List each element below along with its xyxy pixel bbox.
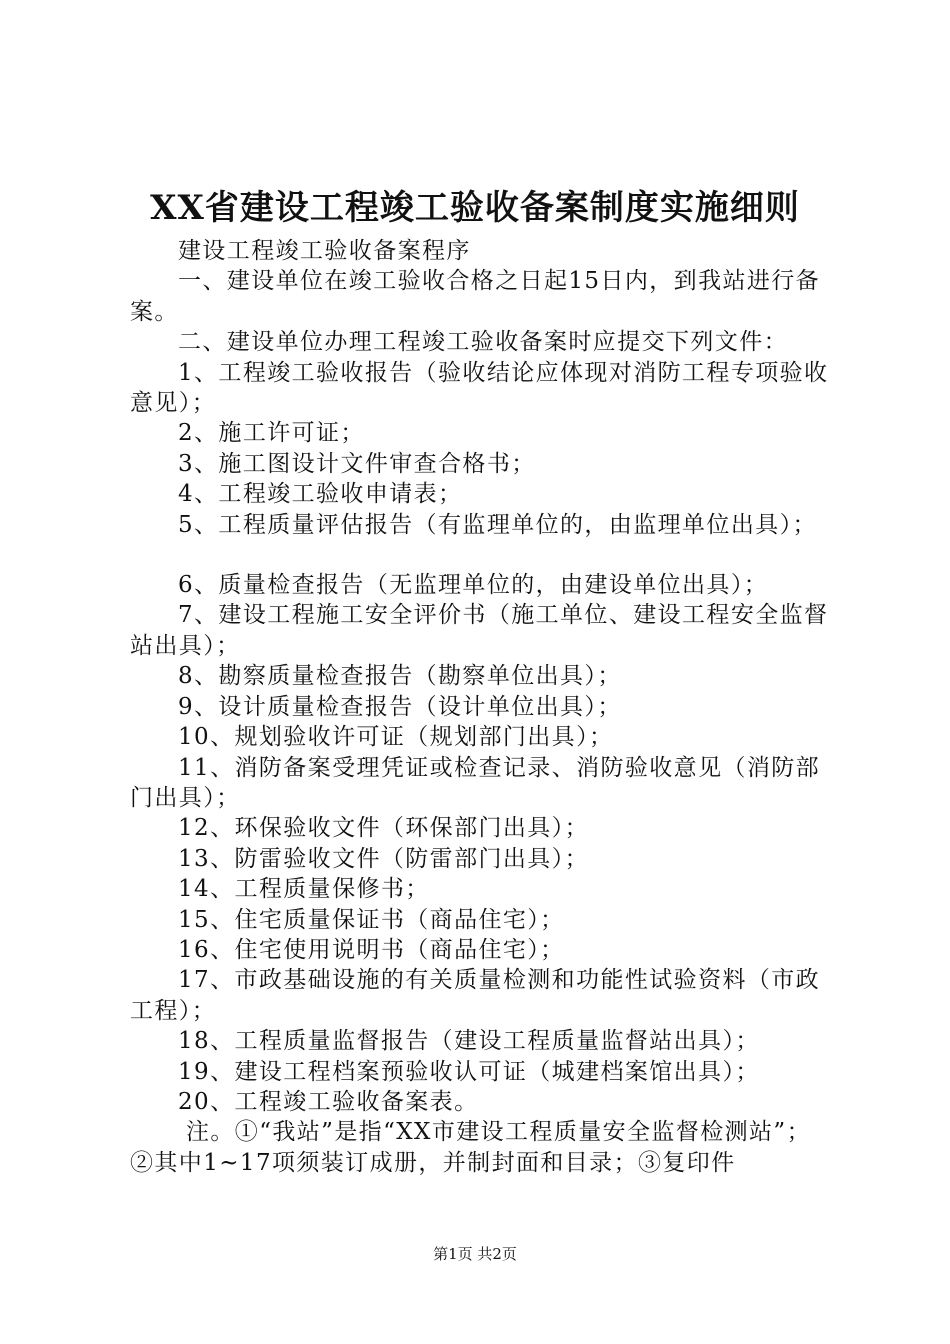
list-item: 7、建设工程施工安全评价书（施工单位、建设工程安全监督站出具）； <box>130 602 829 659</box>
list-item: 14、工程质量保修书； <box>178 876 430 903</box>
list-item: 15、住宅质量保证书（商品住宅）； <box>178 906 565 933</box>
list-item: 18、工程质量监督报告（建设工程质量监督站出具）； <box>178 1028 760 1055</box>
list-item: 1、工程竣工验收报告（验收结论应体现对消防工程专项验收意见）； <box>130 359 829 417</box>
list-item: 16、住宅使用说明书（商品住宅）； <box>178 936 565 963</box>
paragraph-item-two: 二、建设单位办理工程竣工验收备案时应提交下列文件： <box>178 329 788 356</box>
list-item: 17、市政基础设施的有关质量检测和功能性试验资料（市政工程）； <box>130 967 821 1024</box>
list-item: 9、设计质量检查报告（设计单位出具）； <box>178 693 622 720</box>
list-item: 5、工程质量评估报告（有监理单位的，由监理单位出具）； <box>178 511 817 538</box>
list-item: 13、防雷验收文件（防雷部门出具）； <box>178 845 589 872</box>
page-footer: 第1页 共2页 <box>433 1245 517 1263</box>
document-body <box>130 236 835 1178</box>
list-item: 20、工程竣工验收备案表。 <box>178 1088 479 1115</box>
list-item: 19、建设工程档案预验收认可证（城建档案馆出具）； <box>178 1058 760 1085</box>
list-item: 6、质量检查报告（无监理单位的，由建设单位出具）； <box>178 572 769 599</box>
list-item: 2、施工许可证； <box>178 420 365 447</box>
document-title: XX省建设工程竣工验收备案制度实施细则 <box>150 188 800 228</box>
list-item: 11、消防备案受理凭证或检查记录、消防验收意见（消防部门出具）； <box>130 754 821 811</box>
list-item: 8、勘察质量检查报告（勘察单位出具）； <box>178 663 622 690</box>
list-item: 10、规划验收许可证（规划部门出具）； <box>178 724 614 751</box>
paragraph-item-one: 一、建设单位在竣工验收合格之日起15日内，到我站进行备案。 <box>130 268 821 325</box>
list-item: 12、环保验收文件（环保部门出具）； <box>178 815 589 842</box>
paragraph-note: 注。①“我站”是指“XX市建设工程质量安全监督检测站”；②其中1~17项须装订成册，并制封面和目录；③复印件 <box>130 1119 811 1176</box>
list-item: 4、工程竣工验收申请表； <box>178 481 463 508</box>
paragraph-procedure-heading: 建设工程竣工验收备案程序 <box>178 238 471 264</box>
list-item: 3、施工图设计文件审查合格书； <box>178 450 536 477</box>
